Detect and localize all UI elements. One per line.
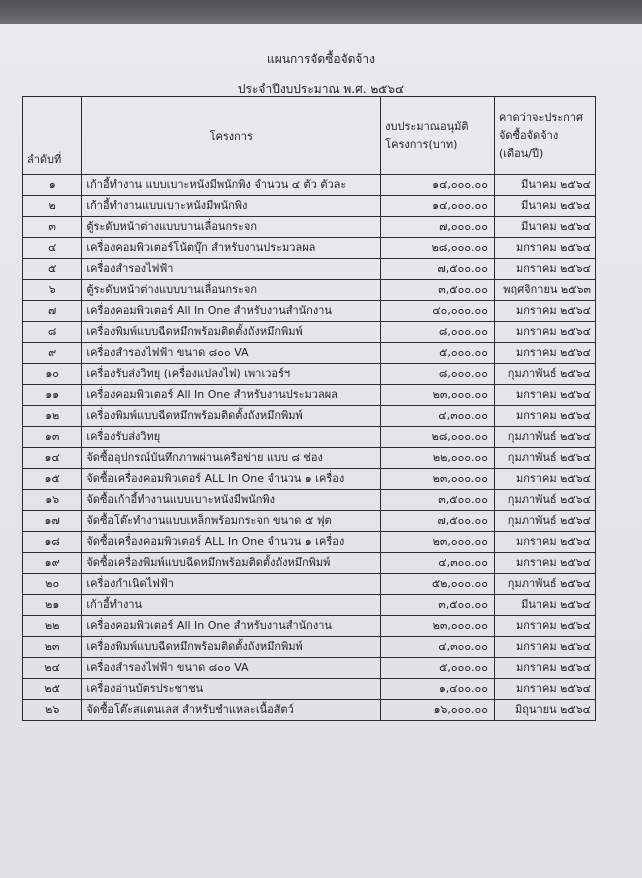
cell-no: ๑๕ [23,469,82,490]
cell-project: เครื่องคอมพิวเตอร์โน้ตบุ๊ก สำหรับงานประมวลผล [82,238,381,259]
cell-no: ๔ [23,238,82,259]
header-project: โครงการ [82,97,381,175]
table-row [23,448,596,469]
cell-budget: ๔,๓๐๐.๐๐ [381,637,495,658]
cell-date: มีนาคม ๒๕๖๔ [494,217,595,238]
cell-date: กุมภาพันธ์ ๒๕๖๔ [494,490,595,511]
cell-project: จัดซื้อเครื่องคอมพิวเตอร์ ALL In One จำนวน ๑ เครื่อง [82,532,381,553]
cell-no: ๑๑ [23,385,82,406]
cell-budget: ๕๒,๐๐๐.๐๐ [381,574,495,595]
cell-project: ตู้ระดับหน้าต่างแบบบานเลื่อนกระจก [82,280,381,301]
table-row [23,469,596,490]
cell-project: เครื่องพิมพ์แบบฉีดหมึกพร้อมติดตั้งถังหมึกพิมพ์ [82,406,381,427]
table-row [23,490,596,511]
table-row [23,616,596,637]
table-row [23,175,596,196]
cell-no: ๑๘ [23,532,82,553]
table-row [23,700,596,721]
cell-no: ๒๑ [23,595,82,616]
table-row [23,406,596,427]
cell-budget: ๕,๐๐๐.๐๐ [381,658,495,679]
cell-project: จัดซื้อโต๊ะทำงานแบบเหล็กพร้อมกระจก ขนาด ๕ ฟุต [82,511,381,532]
cell-date: มกราคม ๒๕๖๔ [494,301,595,322]
table-row [23,385,596,406]
table-row [23,637,596,658]
cell-budget: ๗,๕๐๐.๐๐ [381,259,495,280]
cell-date: มกราคม ๒๕๖๔ [494,385,595,406]
cell-budget: ๑๖,๐๐๐.๐๐ [381,700,495,721]
table-row [23,595,596,616]
cell-budget: ๑๔,๐๐๐.๐๐ [381,175,495,196]
header-budget-text: งบประมาณอนุมัติโครงการ(บาท) [385,119,469,151]
cell-no: ๑๖ [23,490,82,511]
cell-project: เครื่องคอมพิวเตอร์ All In One สำหรับงานประมวลผล [82,385,381,406]
cell-date: มกราคม ๒๕๖๔ [494,343,595,364]
cell-project: เครื่องรับส่งวิทยุ (เครื่องแปลงไฟ) เพาเวอร์ฯ [82,364,381,385]
cell-budget: ๓,๕๐๐.๐๐ [381,490,495,511]
cell-no: ๒๖ [23,700,82,721]
table-row [23,301,596,322]
cell-project: ตู้ระดับหน้าต่างแบบบานเลื่อนกระจก [82,217,381,238]
table-body [23,175,596,721]
cell-project: เครื่องรับส่งวิทยุ [82,427,381,448]
cell-date: มีนาคม ๒๕๖๔ [494,196,595,217]
cell-no: ๓ [23,217,82,238]
cell-project: เก้าอี้ทำงาน แบบเบาะหนังมีพนักพิง จำนวน ๔ ตัว ตัวละ [82,175,381,196]
procurement-table [22,96,596,721]
cell-project: เครื่องอ่านบัตรประชาชน [82,679,381,700]
cell-project: จัดซื้ออุปกรณ์บันทึกภาพผ่านเครือข่าย แบบ ๘ ช่อง [82,448,381,469]
header-no: ลำดับที่ [23,97,82,175]
cell-no: ๑๒ [23,406,82,427]
table-row [23,280,596,301]
table-row [23,511,596,532]
cell-project: เครื่องพิมพ์แบบฉีดหมึกพร้อมติดตั้งถังหมึกพิมพ์ [82,322,381,343]
header-date [494,97,595,175]
cell-no: ๑๔ [23,448,82,469]
cell-budget: ๓,๕๐๐.๐๐ [381,595,495,616]
cell-project: เครื่องสำรองไฟฟ้า ขนาด ๘๐๐ VA [82,658,381,679]
cell-project: เครื่องสำรองไฟฟ้า [82,259,381,280]
cell-no: ๒ [23,196,82,217]
cell-budget: ๑๔,๐๐๐.๐๐ [381,196,495,217]
cell-budget: ๗,๕๐๐.๐๐ [381,511,495,532]
cell-budget: ๒๘,๐๐๐.๐๐ [381,238,495,259]
cell-no: ๖ [23,280,82,301]
cell-project: เครื่องคอมพิวเตอร์ All In One สำหรับงานสำนักงาน [82,616,381,637]
table-header-row [23,97,596,175]
cell-date: พฤศจิกายน ๒๕๖๓ [494,280,595,301]
cell-no: ๘ [23,322,82,343]
table-row [23,679,596,700]
table-row [23,217,596,238]
table-row [23,658,596,679]
table-row [23,553,596,574]
cell-date: กุมภาพันธ์ ๒๕๖๔ [494,511,595,532]
table-row [23,322,596,343]
cell-no: ๒๐ [23,574,82,595]
cell-no: ๑ [23,175,82,196]
cell-date: มกราคม ๒๕๖๔ [494,658,595,679]
cell-budget: ๔๐,๐๐๐.๐๐ [381,301,495,322]
cell-budget: ๑,๔๐๐.๐๐ [381,679,495,700]
cell-project: จัดซื้อเครื่องคอมพิวเตอร์ ALL In One จำนวน ๑ เครื่อง [82,469,381,490]
table-row [23,427,596,448]
cell-project: จัดซื้อเครื่องพิมพ์แบบฉีดหมึกพร้อมติดตั้งถังหมึกพิมพ์ [82,553,381,574]
header-date-text: คาดว่าจะประกาศจัดซื้อจัดจ้าง (เดือน/ปี) [498,110,583,160]
cell-project: เครื่องกำเนิดไฟฟ้า [82,574,381,595]
cell-budget: ๗,๐๐๐.๐๐ [381,217,495,238]
cell-project: จัดซื้อเก้าอี้ทำงานแบบเบาะหนังมีพนักพิง [82,490,381,511]
cell-date: มกราคม ๒๕๖๔ [494,637,595,658]
cell-no: ๑๗ [23,511,82,532]
cell-budget: ๒๓,๐๐๐.๐๐ [381,532,495,553]
cell-budget: ๘,๐๐๐.๐๐ [381,364,495,385]
cell-date: มีนาคม ๒๕๖๔ [494,595,595,616]
table-row [23,259,596,280]
cell-no: ๒๔ [23,658,82,679]
cell-no: ๕ [23,259,82,280]
cell-project: เก้าอี้ทำงานแบบเบาะหนังมีพนักพิง [82,196,381,217]
table-row [23,238,596,259]
cell-date: มกราคม ๒๕๖๔ [494,469,595,490]
table-row [23,343,596,364]
cell-date: มกราคม ๒๕๖๔ [494,406,595,427]
cell-project: จัดซื้อโต๊ะสแตนเลส สำหรับชำแหละเนื้อสัตว์ [82,700,381,721]
table-row [23,196,596,217]
cell-no: ๗ [23,301,82,322]
cell-date: มกราคม ๒๕๖๔ [494,616,595,637]
background-edge [0,0,642,24]
cell-date: มกราคม ๒๕๖๔ [494,532,595,553]
cell-no: ๒๕ [23,679,82,700]
document-subtitle: ประจำปีงบประมาณ พ.ศ. ๒๕๖๔ [237,82,405,96]
cell-project: เครื่องคอมพิวเตอร์ All In One สำหรับงานสำนักงาน [82,301,381,322]
cell-no: ๒๒ [23,616,82,637]
cell-budget: ๓,๕๐๐.๐๐ [381,280,495,301]
cell-no: ๙ [23,343,82,364]
cell-budget: ๒๓,๐๐๐.๐๐ [381,385,495,406]
cell-no: ๑๙ [23,553,82,574]
cell-date: มกราคม ๒๕๖๔ [494,679,595,700]
cell-project: เก้าอี้ทำงาน [82,595,381,616]
table-row [23,574,596,595]
cell-no: ๑๓ [23,427,82,448]
cell-budget: ๔,๓๐๐.๐๐ [381,406,495,427]
cell-date: กุมภาพันธ์ ๒๕๖๔ [494,427,595,448]
cell-no: ๒๓ [23,637,82,658]
cell-date: มิถุนายน ๒๕๖๔ [494,700,595,721]
cell-date: มกราคม ๒๕๖๔ [494,259,595,280]
cell-budget: ๒๒,๐๐๐.๐๐ [381,448,495,469]
cell-project: เครื่องสำรองไฟฟ้า ขนาด ๘๐๐ VA [82,343,381,364]
cell-budget: ๕,๐๐๐.๐๐ [381,343,495,364]
table-row [23,532,596,553]
cell-no: ๑๐ [23,364,82,385]
cell-date: มีนาคม ๒๕๖๔ [494,175,595,196]
cell-project: เครื่องพิมพ์แบบฉีดหมึกพร้อมติดตั้งถังหมึกพิมพ์ [82,637,381,658]
table-row [23,364,596,385]
cell-date: กุมภาพันธ์ ๒๕๖๔ [494,574,595,595]
header-budget [381,97,495,175]
cell-budget: ๒๓,๐๐๐.๐๐ [381,616,495,637]
cell-date: กุมภาพันธ์ ๒๕๖๔ [494,448,595,469]
cell-budget: ๒๓,๐๐๐.๐๐ [381,469,495,490]
cell-date: มกราคม ๒๕๖๔ [494,238,595,259]
cell-budget: ๔,๓๐๐.๐๐ [381,553,495,574]
cell-budget: ๒๘,๐๐๐.๐๐ [381,427,495,448]
cell-date: กุมภาพันธ์ ๒๕๖๔ [494,364,595,385]
cell-budget: ๘,๐๐๐.๐๐ [381,322,495,343]
cell-date: มกราคม ๒๕๖๔ [494,322,595,343]
document-title: แผนการจัดซื้อจัดจ้าง [266,52,376,66]
cell-date: มกราคม ๒๕๖๔ [494,553,595,574]
